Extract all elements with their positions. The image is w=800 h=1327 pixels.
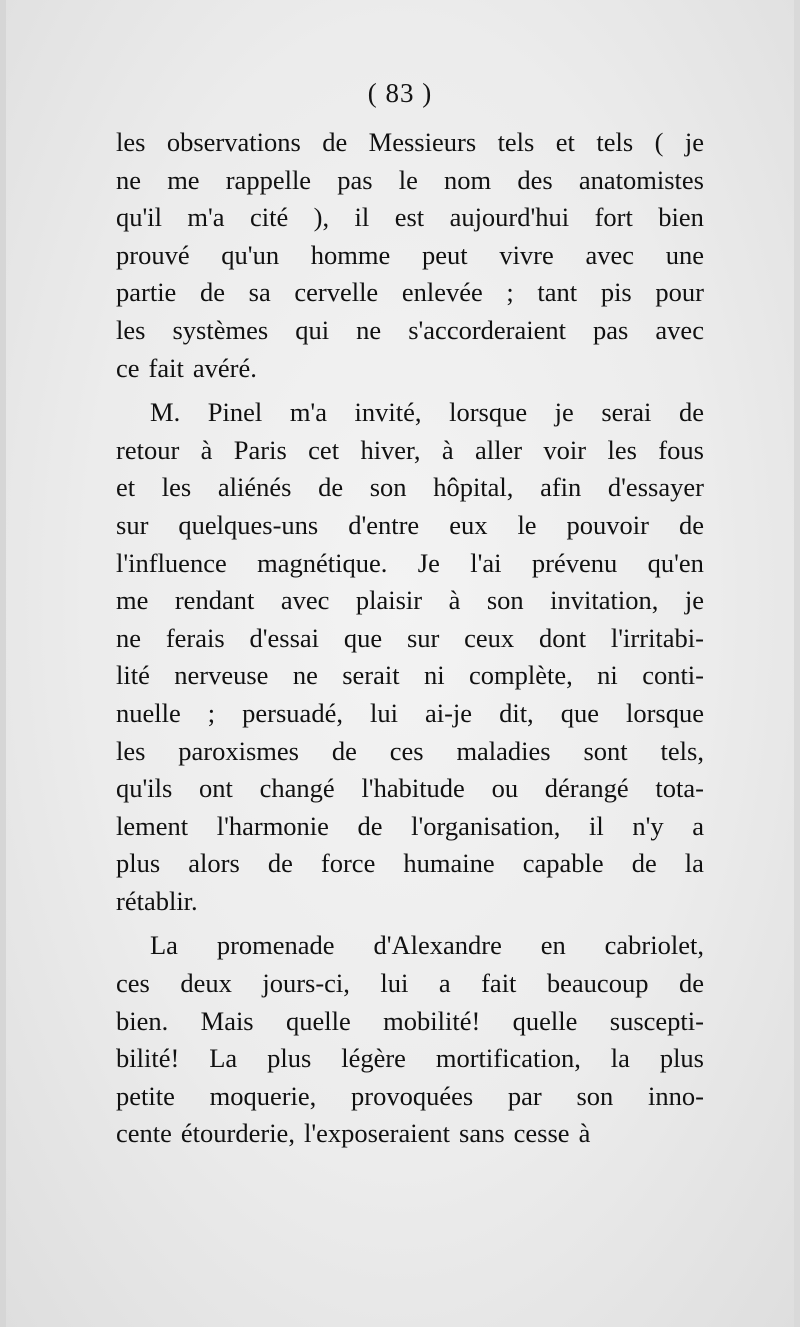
paragraph	[116, 927, 704, 1153]
text-line: La promenade d'Alexandre en cabriolet,	[150, 930, 704, 961]
text-line: rétablir.	[116, 885, 198, 916]
text-line: lement l'harmonie de l'organisation, il n'y a	[116, 810, 704, 841]
text-line: ne ferais d'essai que sur ceux dont l'irritabi-	[116, 622, 704, 653]
text-line: bien. Mais quelle mobilité! quelle suscepti-	[116, 1005, 704, 1036]
text-line: l'influence magnétique. Je l'ai prévenu qu'en	[116, 547, 704, 578]
text-line: nuelle ; persuadé, lui ai-je dit, que lorsque	[116, 697, 704, 728]
text-line: plus alors de force humaine capable de la	[116, 848, 704, 879]
text-line: ne me rappelle pas le nom des anatomistes	[116, 164, 704, 195]
text-line: bilité! La plus légère mortification, la plus	[116, 1043, 704, 1074]
paragraph-gap	[116, 387, 704, 394]
paragraph	[116, 124, 704, 387]
text-line: petite moquerie, provoquées par son inno-	[116, 1080, 704, 1111]
text-line: lité nerveuse ne serait ni complète, ni conti-	[116, 660, 704, 691]
text-line: ce fait avéré.	[116, 352, 257, 383]
paragraph-gap	[116, 920, 704, 927]
paragraph	[116, 394, 704, 920]
body-text	[116, 124, 704, 1153]
text-line: me rendant avec plaisir à son invitation, je	[116, 585, 704, 616]
text-line: qu'il m'a cité ), il est aujourd'hui fort bien	[116, 202, 704, 233]
text-line: partie de sa cervelle enlevée ; tant pis pour	[116, 277, 704, 308]
page-number: ( 83 )	[367, 78, 433, 108]
text-line: prouvé qu'un homme peut vivre avec une	[116, 239, 704, 270]
text-line: sur quelques-uns d'entre eux le pouvoir de	[116, 509, 704, 540]
text-line: qu'ils ont changé l'habitude ou dérangé tota-	[116, 773, 704, 804]
text-line: cente étourderie, l'exposeraient sans cesse à	[116, 1118, 591, 1149]
text-line: ces deux jours-ci, lui a fait beaucoup de	[116, 968, 704, 999]
text-line: retour à Paris cet hiver, à aller voir les fous	[116, 434, 704, 465]
text-line: les observations de Messieurs tels et tels ( je	[116, 127, 704, 157]
text-line: les paroxismes de ces maladies sont tels,	[116, 735, 704, 766]
text-line: les systèmes qui ne s'accorderaient pas avec	[116, 314, 704, 345]
text-line: et les aliénés de son hôpital, afin d'essayer	[116, 472, 704, 503]
text-line: M. Pinel m'a invité, lorsque je serai de	[150, 397, 704, 428]
